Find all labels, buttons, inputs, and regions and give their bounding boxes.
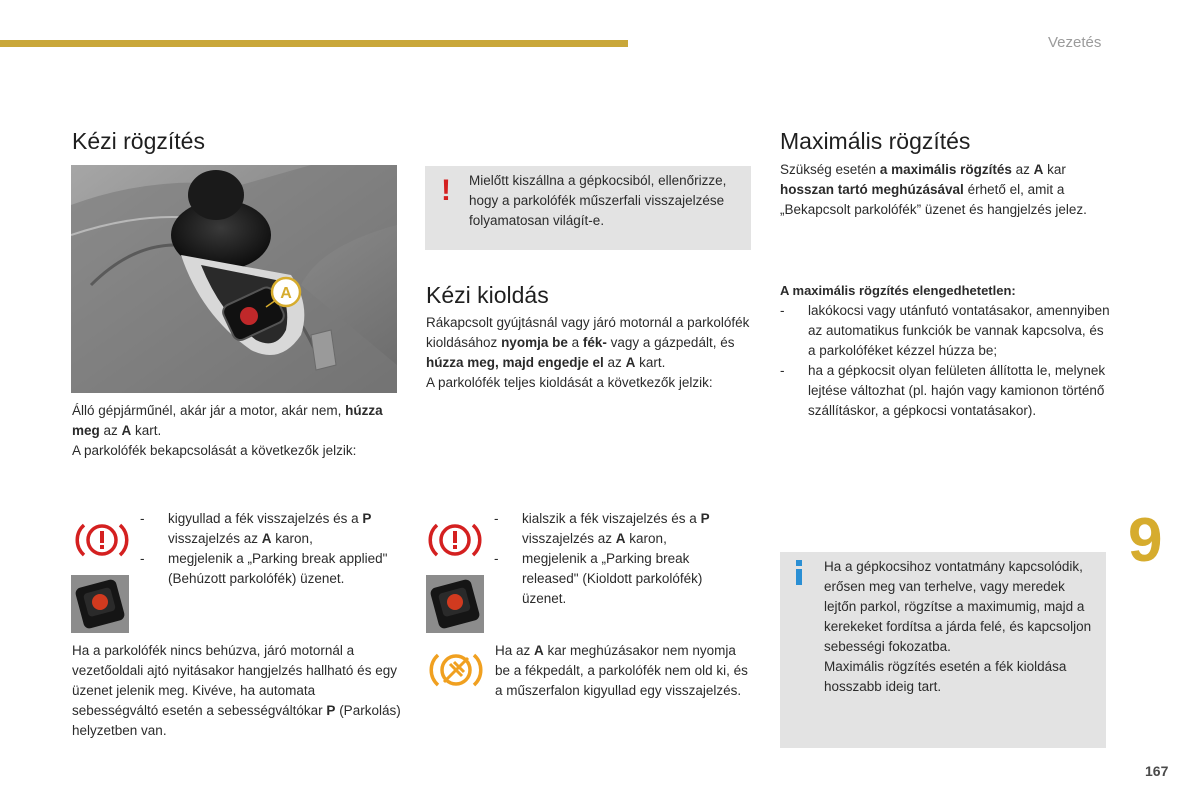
brake-warning-icon	[74, 520, 130, 560]
info-paragraph-1: Ha a gépkocsihoz vontatmány kapcsolódik, erősen meg van terhelve, vagy meredek lejtőn parkol, rögzítse a maximumig, majd a kerekeket fordítsa a járda felé, és kapcsoljon sebességi fokozatba.	[824, 559, 1092, 654]
parking-amber-icon	[428, 650, 484, 690]
info-text	[824, 557, 1099, 697]
info-icon	[792, 558, 806, 586]
callout-letter-a: A	[280, 285, 292, 302]
list-item: - ha a gépkocsit olyan felületen állította le, melynek lejtése változhat (pl. hajón vagy kamionon történő szállításkor, a gépkocsi vontatásakor).	[780, 361, 1110, 421]
col1-intro	[72, 401, 402, 461]
col2-para-2: A parkolófék teljes kioldását a következők jelzik:	[426, 375, 713, 390]
header-accent-bar	[0, 40, 628, 47]
col1-bottom-text: Ha a parkolófék nincs behúzva, járó motornál a vezetőoldali ajtó nyitásakor hangjelzés hallható és egy üzenet jelenik meg. Kivéve, ha automata sebességváltó esetén a sebességváltókar P (Parkolás) helyzetben van.	[72, 643, 401, 738]
brake-warning-icon	[427, 520, 483, 560]
maximalis-rogzites-title: Maximális rögzítés	[780, 128, 971, 154]
list-item: - megjelenik a „Parking break applied" (Behúzott parkolófék) üzenet.	[140, 549, 395, 589]
warning-text: Mielőtt kiszállna a gépkocsiból, ellenőrizze, hogy a parkolófék műszerfali visszajelzése folyamatosan világít-e.	[469, 173, 727, 228]
warning-box	[425, 166, 751, 250]
list-item: - kialszik a fék viszajelzés és a P visszajelzés az A karon,	[494, 509, 749, 549]
list-item: - kigyullad a fék visszajelzés és a P visszajelzés az A karon,	[140, 509, 395, 549]
col2-para-1: Rákapcsolt gyújtásnál vagy járó motornál a parkolófék kioldásához nyomja be a fék- vagy a gázpedált, és húzza meg, majd engedje el az A kart.	[426, 315, 750, 370]
col2-bottom-text: Ha az A kar meghúzásakor nem nyomja be a fékpedált, a parkolófék nem old ki, és a műszerfalon kigyullad egy visszajelzés.	[495, 643, 748, 698]
warning-exclamation-icon: !	[441, 174, 451, 207]
col1-indicator-list	[140, 509, 395, 589]
chapter-number: 9	[1128, 506, 1163, 575]
parking-brake-photo	[71, 165, 397, 393]
col1-intro-2: A parkolófék bekapcsolását a következők jelzik:	[72, 443, 357, 458]
parking-switch-icon	[426, 575, 484, 633]
kezi-kioldas-title: Kézi kioldás	[426, 282, 549, 308]
col3-subhead: A maximális rögzítés elengedhetetlen:	[780, 283, 1016, 298]
col2-indicator-list	[494, 509, 749, 609]
col3-para-1: Szükség esetén a maximális rögzítés az A kar hosszan tartó meghúzásával érhető el, amit a „Bekapcsolt parkolófék” üzenet és hangjelzés jelez.	[780, 162, 1087, 217]
list-item: - megjelenik a „Parking break released" (Kioldott parkolófék) üzenet.	[494, 549, 749, 609]
col1-intro-sentence: Álló gépjárműnél, akár jár a motor, akár nem, húzza meg az A kart.	[72, 403, 383, 438]
page-number: 167	[1145, 763, 1169, 779]
list-item: - lakókocsi vagy utánfutó vontatásakor, amennyiben az automatikus funkciók be vannak kapcsolva, és a parkolóféket kézzel húzza be;	[780, 301, 1110, 361]
col2-paragraphs	[426, 313, 756, 393]
section-title: Vezetés	[1048, 34, 1102, 51]
col3-list	[780, 301, 1110, 421]
kezi-rogzites-title: Kézi rögzítés	[72, 128, 205, 154]
info-paragraph-2: Maximális rögzítés esetén a fék kioldása hosszabb ideig tart.	[824, 659, 1067, 694]
info-box	[780, 552, 1106, 748]
parking-switch-icon	[71, 575, 129, 633]
